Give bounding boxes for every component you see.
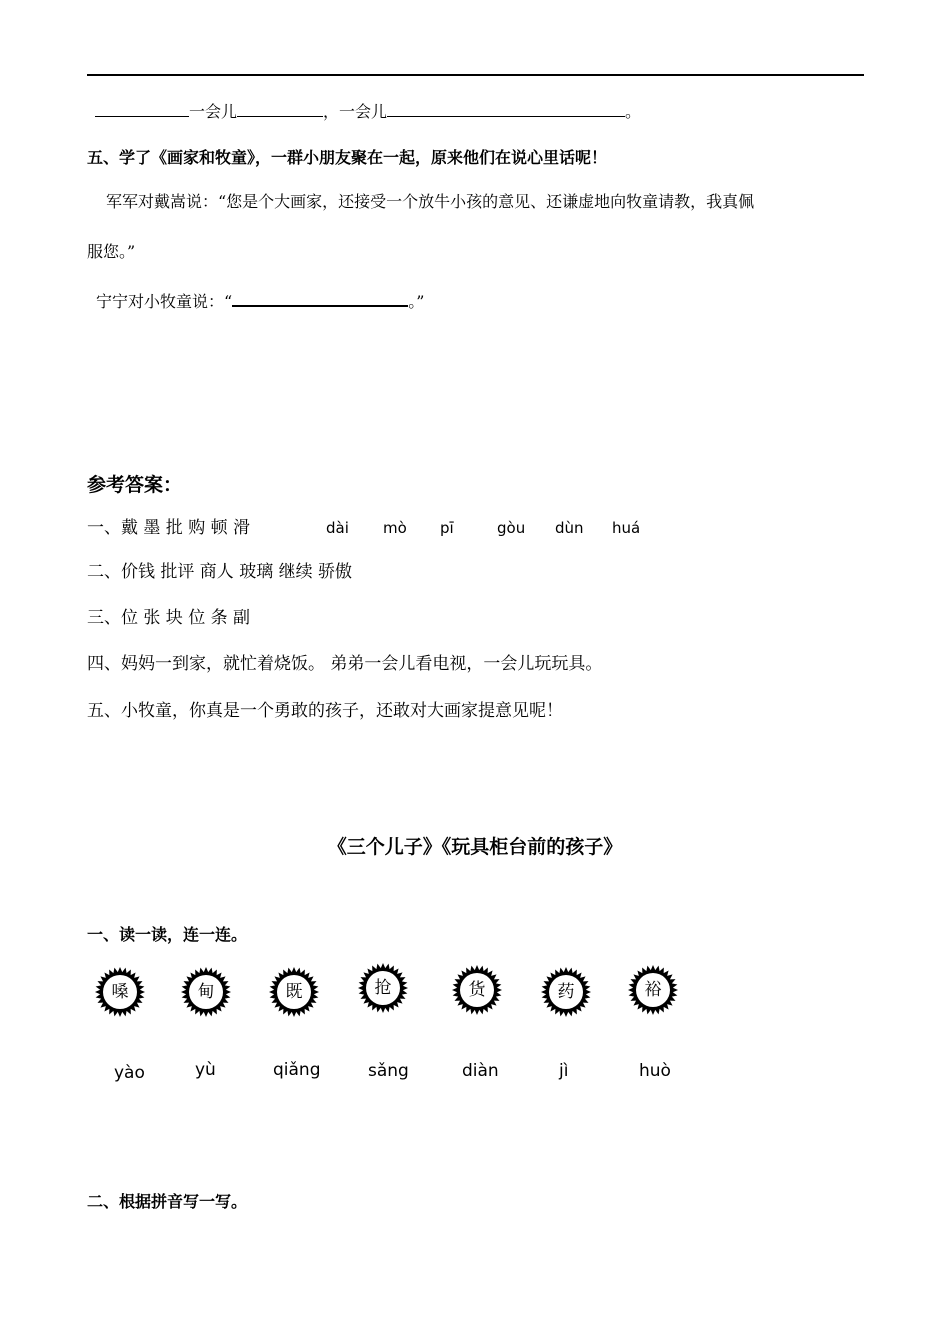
character-badge[interactable]: [357, 962, 409, 1014]
blank-1[interactable]: [95, 102, 189, 117]
answer-1-pinyin: dùn: [555, 519, 584, 537]
q5-line1: 军军对戴嵩说：“您是个大画家，还接受一个放牛小孩的意见、还谦虚地向牧童请教，我真佩: [106, 192, 755, 211]
lesson-title-text: 《三个儿子》《玩具柜台前的孩子》: [327, 836, 623, 858]
character-badge[interactable]: [540, 966, 592, 1018]
answer-2: 二、价钱 批评 商人 玻璃 继续 骄傲: [87, 562, 353, 582]
character-label: 药: [557, 982, 575, 1002]
answer-1-pinyin: pī: [440, 519, 454, 537]
answer-1-chars: 一、戴 墨 批 购 顿 滑: [87, 518, 251, 538]
q5-line3-prefix: 宁宁对小牧童说：“: [96, 292, 233, 311]
q4-word2: 一会儿: [339, 102, 388, 121]
answer-1-pinyin: gòu: [497, 519, 526, 537]
q1-heading: 一、读一读，连一连。: [87, 925, 248, 944]
character-badge[interactable]: [94, 966, 146, 1018]
character-badge[interactable]: [627, 964, 679, 1016]
q4-end: 。: [625, 102, 642, 121]
pinyin-option[interactable]: qiǎng: [273, 1060, 321, 1080]
pinyin-option[interactable]: jì: [559, 1061, 569, 1081]
answers-heading: 参考答案：: [87, 474, 183, 496]
answer-4: 四、妈妈一到家，就忙着烧饭。 弟弟一会儿看电视，一会儿玩玩具。: [87, 654, 603, 674]
q5-line3: [96, 291, 424, 312]
character-label: 嗓: [111, 982, 129, 1002]
pinyin-option[interactable]: yào: [114, 1063, 145, 1083]
answer-blank[interactable]: [232, 291, 408, 307]
answer-5: 五、小牧童，你真是一个勇敢的孩子，还敢对大画家提意见呢！: [87, 701, 563, 721]
lesson-title: [0, 832, 950, 859]
q5-line3-suffix: 。”: [408, 292, 425, 311]
header-rule: [87, 74, 864, 76]
character-label: 裕: [644, 980, 662, 1000]
q5-heading: 五、学了《画家和牧童》，一群小朋友聚在一起，原来他们在说心里话呢！: [87, 148, 608, 167]
blank-2[interactable]: [237, 102, 323, 117]
answer-3: 三、位 张 块 位 条 副: [87, 608, 251, 628]
character-label: 既: [285, 982, 303, 1002]
q4-word1: 一会儿: [189, 102, 238, 121]
answer-1-pinyin: dài: [326, 519, 349, 537]
q2-heading: 二、根据拼音写一写。: [87, 1192, 248, 1211]
pinyin-option[interactable]: diàn: [462, 1061, 499, 1081]
pinyin-option[interactable]: sǎng: [368, 1061, 409, 1081]
q4-sep: ，: [323, 102, 340, 121]
q4-fill-line: [95, 102, 641, 122]
character-label: 甸: [197, 982, 215, 1002]
pinyin-option[interactable]: yù: [195, 1060, 216, 1080]
answer-1-pinyin: huá: [612, 519, 641, 537]
character-label: 货: [468, 980, 486, 1000]
character-label: 抢: [374, 978, 392, 998]
answer-1: [87, 518, 250, 538]
character-badge[interactable]: [180, 966, 232, 1018]
character-badge[interactable]: [268, 966, 320, 1018]
blank-3[interactable]: [387, 102, 625, 117]
q5-line2: 服您。”: [87, 242, 136, 261]
answer-1-pinyin: mò: [383, 519, 407, 537]
pinyin-option[interactable]: huò: [639, 1061, 671, 1081]
character-badge[interactable]: [451, 964, 503, 1016]
